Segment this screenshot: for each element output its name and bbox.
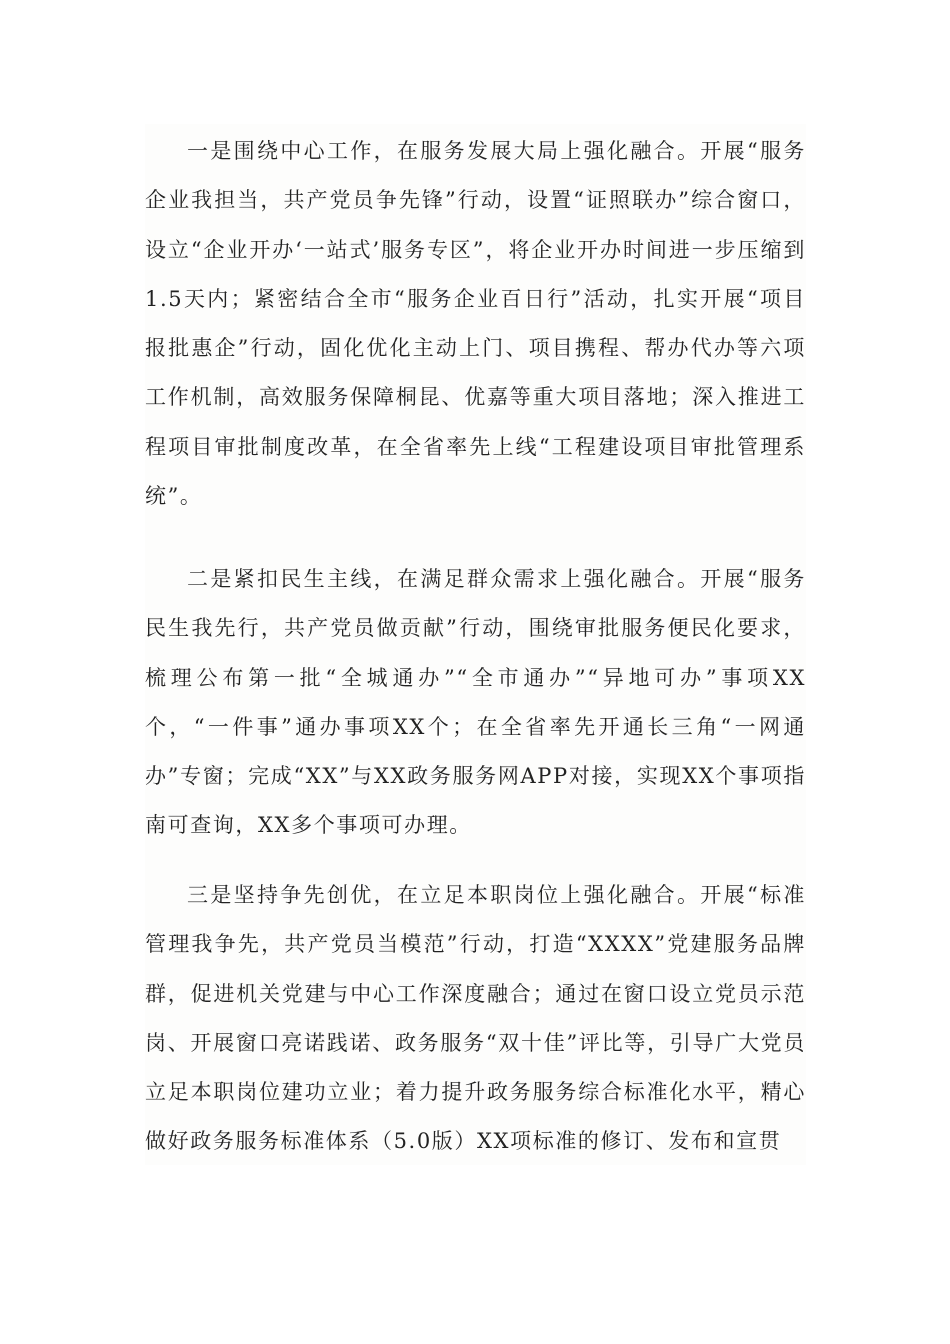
document-body [145, 124, 806, 1165]
paragraph-2: 二是紧扣民生主线，在满足群众需求上强化融合。开展“服务民生我先行，共产党员做贡献”行动，围绕审批服务便民化要求，梳理公布第一批“全城通办”“全市通办”“异地可办”事项XX个，“一件事”通办事项XX个；在全省率先开通长三角“一网通办”专窗；完成“XX”与XX政务服务网APP对接，实现XX个事项指南可查询，XX多个事项可办理。 [145, 567, 806, 838]
paragraph-1: 一是围绕中心工作，在服务发展大局上强化融合。开展“服务企业我担当，共产党员争先锋”行动，设置“证照联办”综合窗口，设立“企业开办‘一站式’服务专区”，将企业开办时间进一步压缩到1.5天内；紧密结合全市“服务企业百日行”活动，扎实开展“项目报批惠企”行动，固化优化主动上门、项目携程、帮办代办等六项工作机制，高效服务保障桐昆、优嘉等重大项目落地；深入推进工程项目审批制度改革，在全省率先上线“工程建设项目审批管理系统”。 [145, 139, 806, 509]
paragraph-3: 三是坚持争先创优，在立足本职岗位上强化融合。开展“标准管理我争先，共产党员当模范”行动，打造“XXXX”党建服务品牌群，促进机关党建与中心工作深度融合；通过在窗口设立党员示范岗、开展窗口亮诺践诺、政务服务“双十佳”评比等，引导广大党员立足本职岗位建功立业；着力提升政务服务综合标准化水平，精心做好政务服务标准体系（5.0版）XX项标准的修订、发布和宣贯 [145, 883, 806, 1154]
